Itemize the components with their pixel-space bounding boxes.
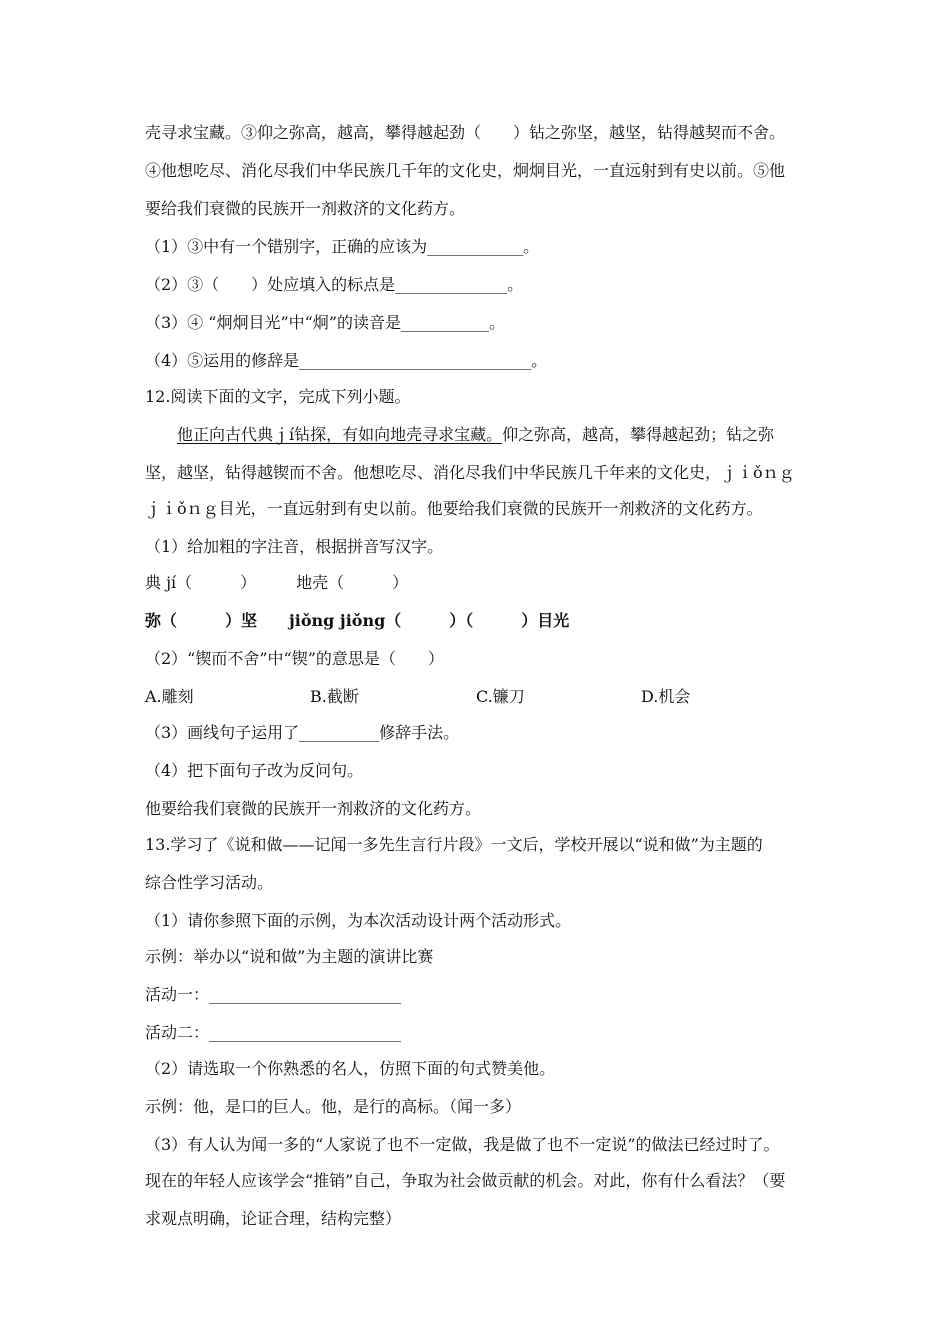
- question-12-4: （4）把下面句子改为反问句。: [145, 761, 364, 780]
- option-b: B.截断: [310, 687, 359, 706]
- sentence-to-rewrite: 他要给我们衰微的民族开一剂救济的文化药方。: [145, 799, 482, 818]
- question-13-3: （3）有人认为闻一多的“人家说了也不一定做，我是做了也不一定说”的做法已经过时了。: [145, 1135, 780, 1154]
- question-11-3: （3）④ “炯炯目光”中“炯”的读音是___________。: [145, 313, 505, 332]
- pinyin-row-2: 弥（ ）坚 jiǒng jiǒng（ ）（ ）目光: [145, 611, 570, 630]
- activity-2: 活动二：________________________: [145, 1023, 402, 1042]
- underlined-sentence: 他正向古代典ｊí钻探，有如向地壳寻求宝藏。: [177, 425, 503, 444]
- question-13-3-cont-2: 求观点明确，论证合理，结构完整）: [145, 1209, 402, 1228]
- question-13-heading: 13.学习了《说和做——记闻一多先生言行片段》一文后，学校开展以“说和做”为主题的: [145, 835, 763, 854]
- question-13-heading-cont: 综合性学习活动。: [145, 873, 274, 892]
- example-2: 示例：他，是口的巨人。他，是行的高标。（闻一多）: [145, 1097, 522, 1116]
- question-13-2: （2）请选取一个你熟悉的名人，仿照下面的句式赞美他。: [145, 1059, 556, 1078]
- passage-line-3: 要给我们衰微的民族开一剂救济的文化药方。: [145, 199, 466, 218]
- option-d: D.机会: [641, 687, 691, 706]
- passage-line-2: ④他想吃尽、消化尽我们中华民族几千年的文化史，炯炯目光，一直远射到有史以前。⑤他: [145, 161, 786, 180]
- example-1: 示例：举办以“说和做”为主题的演讲比赛: [145, 947, 434, 966]
- question-12-2: （2）“锲而不舍”中“锲”的意思是（ ）: [145, 649, 444, 668]
- option-a: A.雕刻: [145, 687, 194, 706]
- question-13-3-cont-1: 现在的年轻人应该学会“推销”自己，争取为社会做贡献的机会。对此，你有什么看法？（要: [145, 1171, 786, 1190]
- pinyin-row-1: 典 jí（ ） 地壳（ ）: [145, 573, 409, 592]
- question-11-4: （4）⑤运用的修辞是_____________________________。: [145, 351, 548, 370]
- passage-12-line-1-rest: 仰之弥高，越高，攀得越起劲；钻之弥: [502, 425, 775, 444]
- question-12-1: （1）给加粗的字注音，根据拼音写汉字。: [145, 537, 444, 556]
- option-c: C.镰刀: [476, 687, 525, 706]
- question-11-2: （2）③（ ）处应填入的标点是______________。: [145, 275, 524, 294]
- question-12-heading: 12.阅读下面的文字，完成下列小题。: [145, 387, 411, 406]
- passage-line-1: 壳寻求宝藏。③仰之弥高，越高，攀得越起劲（ ）钻之弥坚，越坚，钻得越契而不舍。: [145, 123, 786, 142]
- activity-1: 活动一：________________________: [145, 985, 402, 1004]
- question-13-1: （1）请你参照下面的示例，为本次活动设计两个活动形式。: [145, 911, 572, 930]
- question-12-3: （3）画线句子运用了__________修辞手法。: [145, 723, 460, 742]
- passage-12-line-1: [177, 424, 774, 446]
- question-11-1: （1）③中有一个错别字，正确的应该为____________。: [145, 237, 540, 256]
- passage-12-line-3: ｊｉǒｎｇ目光，一直远射到有史以前。他要给我们衰微的民族开一剂救济的文化药方。: [145, 499, 763, 518]
- passage-12-line-2: 坚，越坚，钻得越锲而不舍。他想吃尽、消化尽我们中华民族几千年来的文化史，ｊｉǒｎｇ: [145, 463, 795, 482]
